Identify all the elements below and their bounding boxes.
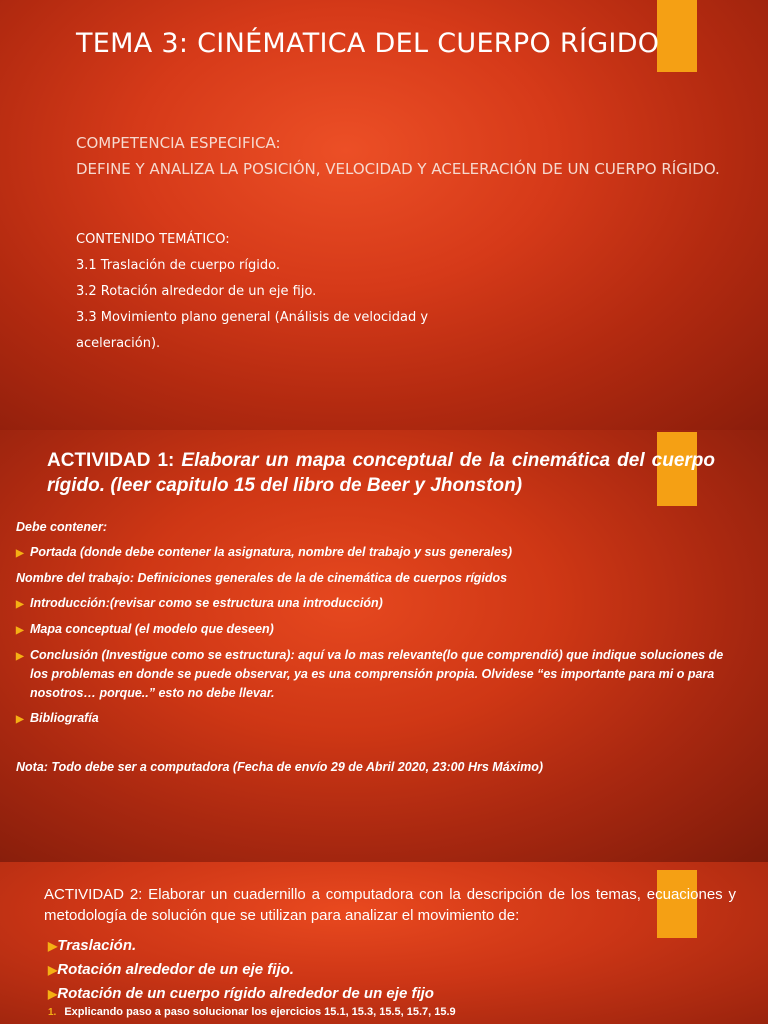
contenido-item: 3.1 Traslación de cuerpo rígido. bbox=[76, 258, 280, 273]
actividad-1-label: ACTIVIDAD 1: bbox=[47, 450, 175, 471]
bullet-arrow-icon: ▶ bbox=[16, 625, 24, 636]
bullet-arrow-icon: ▶ bbox=[48, 987, 58, 1001]
slide-1 bbox=[0, 0, 768, 430]
contenido-label: CONTENIDO TEMÁTICO: bbox=[76, 232, 230, 247]
contenido-item: 3.3 Movimiento plano general (Análisis de velocidad y aceleración). bbox=[76, 310, 429, 351]
list-item: Mapa conceptual (el modelo que deseen) bbox=[30, 622, 274, 636]
contenido-item: 3.2 Rotación alrededor de un eje fijo. bbox=[76, 284, 317, 299]
bullet-arrow-icon: ▶ bbox=[48, 963, 58, 977]
contenido-block bbox=[76, 227, 496, 357]
requirements-list bbox=[16, 518, 726, 735]
competencia-text: DEFINE Y ANALIZA LA POSICIÓN, VELOCIDAD Y ACELERACIÓN DE UN CUERPO RÍGIDO. bbox=[76, 160, 720, 178]
bullet-arrow-icon: ▶ bbox=[16, 651, 24, 662]
list-item: Nombre del trabajo: Definiciones generales de la de cinemática de cuerpos rígidos bbox=[16, 571, 508, 585]
list-item: Portada (donde debe contener la asignatura, nombre del trabajo y sus generales) bbox=[30, 545, 513, 559]
bullet-arrow-icon: ▶ bbox=[16, 599, 24, 610]
list-item: Traslación. bbox=[57, 937, 137, 954]
list-item: Rotación de un cuerpo rígido alrededor de un eje fijo bbox=[57, 985, 434, 1002]
bullet-arrow-icon: ▶ bbox=[16, 548, 24, 559]
bullet-arrow-icon: ▶ bbox=[48, 939, 58, 953]
list-item: Bibliografía bbox=[30, 711, 99, 725]
actividad-1-text: Elaborar un mapa conceptual de la cinemática del cuerpo rígido. (leer capitulo 15 del libro de Beer y Jhonston) bbox=[47, 450, 715, 496]
bullet-arrow-icon: ▶ bbox=[16, 714, 24, 725]
actividad-1-heading bbox=[47, 448, 715, 498]
list-item: Conclusión (Investigue como se estructura): aquí va lo mas relevante(lo que comprendió) que indique soluciones de los problemas en donde se puede observar, ya es una comprensión propia. Olvidese “es importante para mi o para nosotros… porque..” esto no debe llevar. bbox=[30, 648, 724, 700]
actividad-2-list bbox=[48, 934, 434, 1006]
nota: Nota: Todo debe ser a computadora (Fecha de envío 29 de Abril 2020, 23:00 Hrs Máximo) bbox=[16, 760, 544, 774]
accent-tab bbox=[657, 0, 697, 72]
actividad-2-text: ACTIVIDAD 2: Elaborar un cuadernillo a computadora con la descripción de los temas, ecuaciones y metodología de solución que se utilizan para analizar el movimiento de: bbox=[44, 886, 736, 924]
competencia-block bbox=[76, 132, 726, 180]
list-item: Introducción:(revisar como se estructura una introducción) bbox=[30, 596, 383, 610]
numbered-index: 1. bbox=[48, 1007, 57, 1018]
slide-title: TEMA 3: CINÉMATICA DEL CUERPO RÍGIDO bbox=[76, 28, 660, 59]
competencia-label: COMPETENCIA ESPECIFICA: bbox=[76, 134, 281, 152]
numbered-item bbox=[48, 1006, 456, 1018]
debe-contener: Debe contener: bbox=[16, 520, 107, 534]
list-item: Rotación alrededor de un eje fijo. bbox=[57, 961, 294, 978]
numbered-text: Explicando paso a paso solucionar los ejercicios 15.1, 15.3, 15.5, 15.7, 15.9 bbox=[64, 1006, 456, 1018]
